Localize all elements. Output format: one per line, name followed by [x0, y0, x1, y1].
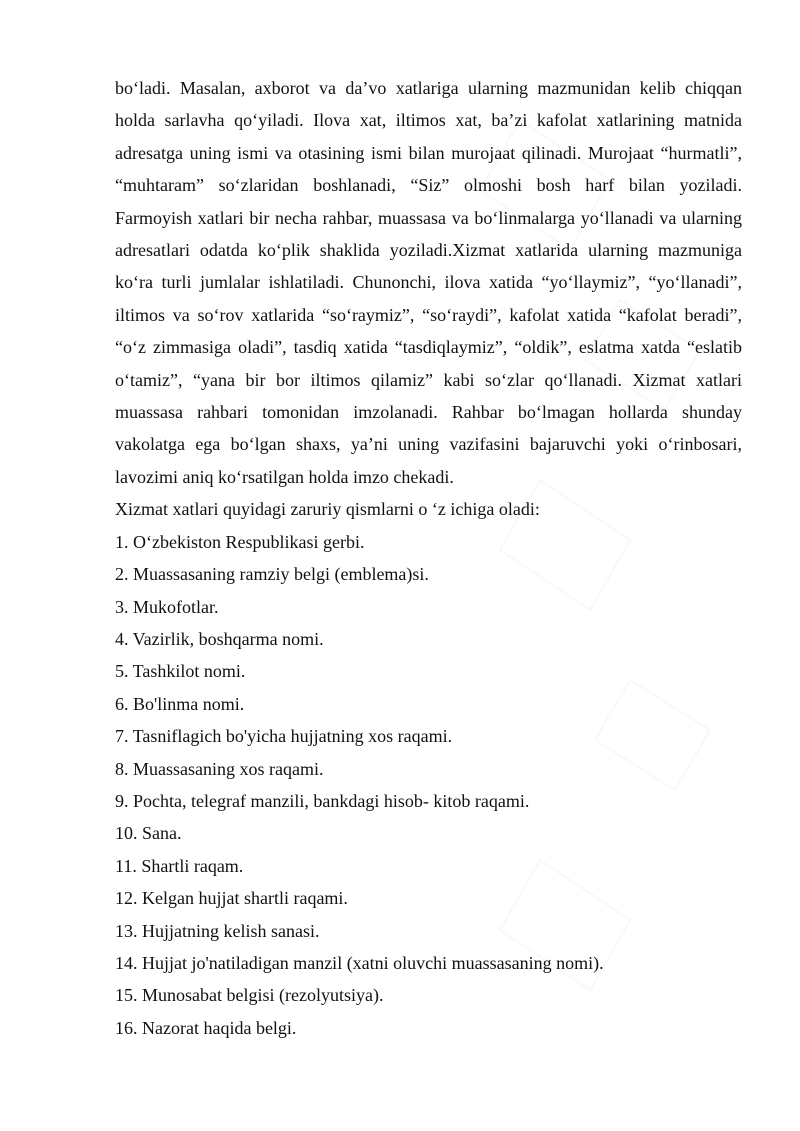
- list-item: 6. Bo'linma nomi.: [115, 693, 245, 714]
- list-item: 1. O‘zbekiston Respublikasi gerbi.: [115, 531, 365, 552]
- document-body: [115, 72, 742, 1044]
- list-item: 7. Tasniflagich bo'yicha hujjatning xos raqami.: [115, 726, 453, 747]
- list-item: 10. Sana.: [115, 823, 182, 844]
- list-item: 15. Munosabat belgisi (rezolyutsiya).: [115, 985, 384, 1006]
- list-item: 16. Nazorat haqida belgi.: [115, 1017, 297, 1038]
- list-item: 3. Mukofotlar.: [115, 596, 219, 617]
- list-item: 12. Kelgan hujjat shartli raqami.: [115, 888, 348, 909]
- requisites-list: [115, 526, 742, 1045]
- list-item: 4. Vazirlik, boshqarma nomi.: [115, 628, 324, 649]
- list-item: 8. Muassasaning xos raqami.: [115, 758, 324, 779]
- list-item: 5. Tashkilot nomi.: [115, 661, 246, 682]
- list-item: 11. Shartli raqam.: [115, 855, 244, 876]
- list-item: 2. Muassasaning ramziy belgi (emblema)si.: [115, 564, 429, 585]
- body-paragraph: bo‘ladi. Masalan, axborot va da’vo xatlariga ularning mazmunidan kelib chiqqan holda sarlavha qo‘yiladi. Ilova xat, iltimos xat, ba’zi kafolat xatlarining matnida adresatga uning ismi va otasining ismi bilan murojaat qilinadi. Murojaat “hurmatli”, “muhtaram” so‘zlaridan boshlanadi, “Siz” olmoshi bosh harf bilan yoziladi. Farmoyish xatlari bir necha rahbar, muassasa va bo‘linmalarga yo‘llanadi va ularning adresatlari odatda ko‘plik shaklida yoziladi.Xizmat xatlarida ularning mazmuniga ko‘ra turli jumlalar ishlatiladi. Chunonchi, ilova xatida “yo‘llaymiz”, “yo‘llanadi”, iltimos va so‘rov xatlarida “so‘raymiz”, “so‘raydi”, kafolat xatida “kafolat beradi”, “o‘z zimmasiga oladi”, tasdiq xatida “tasdiqlaymiz”, “oldik”, eslatma xatda “eslatib o‘tamiz”, “yana bir bor iltimos qilamiz” kabi so‘zlar qo‘llanadi. Xizmat xatlari muassasa rahbari tomonidan imzolanadi. Rahbar bo‘lmagan hollarda shunday vakolatga ega bo‘lgan shaxs, ya’ni uning vazifasini bajaruvchi yoki o‘rinbosari, lavozimi aniq ko‘rsatilgan holda imzo chekadi.: [115, 78, 742, 487]
- list-item: 13. Hujjatning kelish sanasi.: [115, 920, 320, 941]
- list-item: 14. Hujjat jo'natiladigan manzil (xatni oluvchi muassasaning nomi).: [115, 952, 604, 973]
- list-intro: Xizmat xatlari quyidagi zaruriy qismlarni o ‘z ichiga oladi:: [115, 499, 540, 520]
- list-item: 9. Pochta, telegraf manzili, bankdagi hisob- kitob raqami.: [115, 790, 530, 811]
